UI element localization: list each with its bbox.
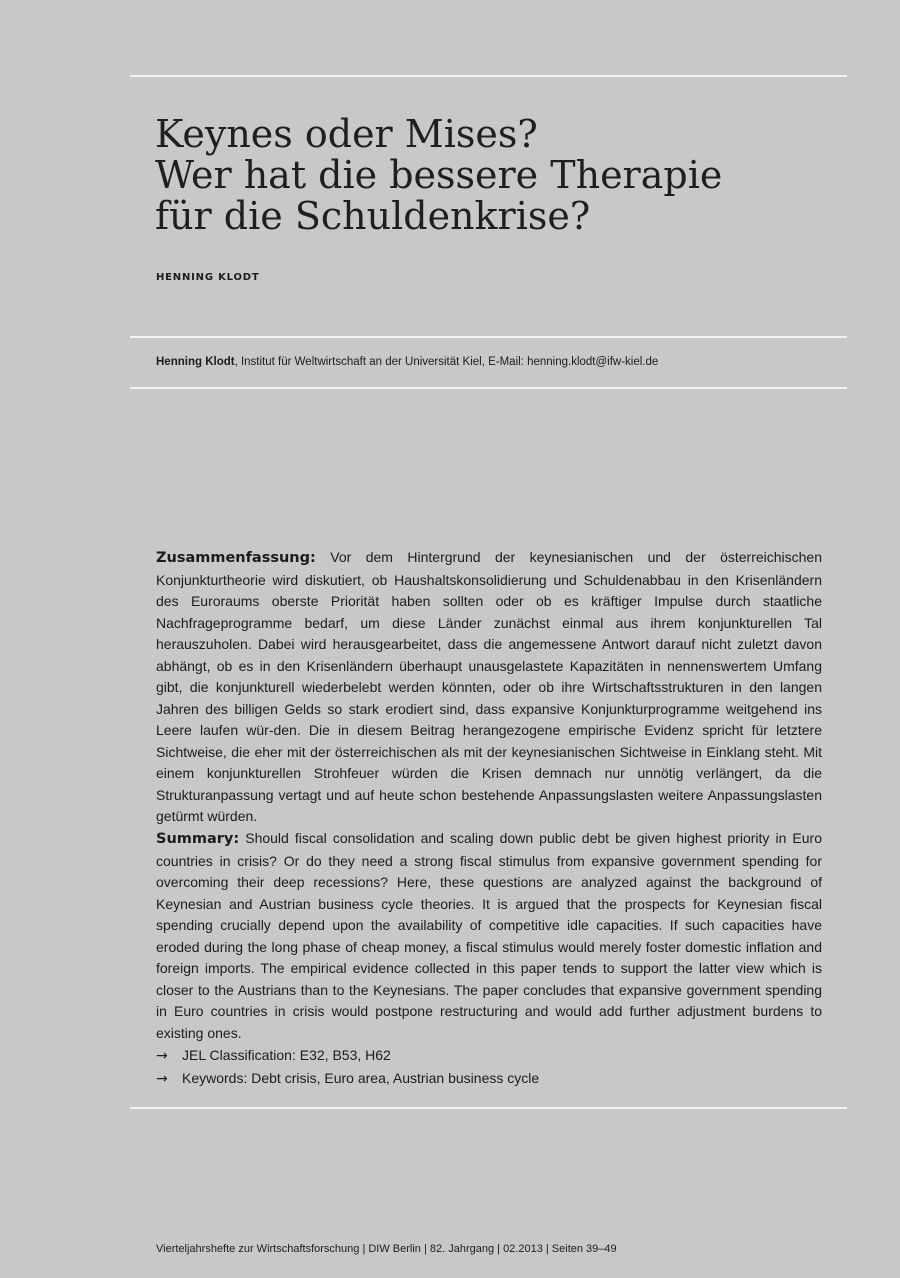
abstract-german — [156, 547, 822, 828]
title-line-2: Wer hat die bessere Therapie — [155, 153, 723, 197]
abstract-german-label: Zusammenfassung: — [156, 550, 316, 566]
jel-classification: JEL Classification: E32, B53, H62 — [182, 1047, 391, 1063]
article-title — [155, 114, 835, 237]
affiliation-details: , Institut für Weltwirtschaft an der Universität Kiel, E-Mail: henning.klodt@ifw-kiel.de — [234, 356, 659, 368]
author-affiliation — [156, 356, 658, 368]
author-name: HENNING KLODT — [156, 272, 260, 283]
title-line-1: Keynes oder Mises? — [155, 112, 538, 156]
title-line-3: für die Schuldenkrise? — [155, 194, 591, 238]
list-item — [156, 1044, 539, 1067]
abstract-english — [156, 828, 822, 1044]
affiliation-author-name: Henning Klodt — [156, 356, 235, 368]
top-rule — [130, 75, 847, 77]
journal-footer: Vierteljahrshefte zur Wirtschaftsforschung | DIW Berlin | 82. Jahrgang | 02.2013 | Seiten 39–49 — [156, 1243, 617, 1255]
keywords: Keywords: Debt crisis, Euro area, Austrian business cycle — [182, 1070, 540, 1086]
affiliation-top-rule — [130, 336, 847, 338]
affiliation-bottom-rule — [130, 387, 847, 389]
classification-list — [156, 1044, 539, 1090]
arrow-right-icon: → — [156, 1048, 168, 1064]
bottom-rule — [130, 1107, 847, 1109]
list-item — [156, 1067, 539, 1090]
abstract-german-text: Vor dem Hintergrund der keynesianischen und der österreichischen Konjunkturtheorie wird diskutiert, ob Haushaltskonsolidierung und Schuldenabbau in den Krisenländern des Euroraums oberste Priorität haben sollten oder ob es kräftiger Impulse durch staatliche Nachfrageprogramme bedarf, um diese Länder zunächst einmal aus ihrem konjunkturellen Tal herauszuholen. Dabei wird herausgearbeitet, dass die angemessene Antwort darauf nicht zuletzt davon abhängt, ob es in den Krisenländern überhaupt unausgelastete Kapazitäten in nennenswertem Umfang gibt, die konjunkturell wiederbelebt werden könnten, oder ob ihre Wirtschaftsstrukturen in den langen Jahren des billigen Gelds so stark erodiert sind, dass expansive Konjunkturprogramme weitgehend ins Leere laufen wür-den. Die in diesem Beitrag herangezogene empirische Evidenz spricht für letztere Sichtweise, die eher mit der österreichischen als mit der keynesianischen Sichtweise in Einklang steht. Mit einem konjunkturellen Strohfeuer würden die Krisen demnach nur unnötig verlängert, da die Strukturanpassung vertagt und auf heute schon bestehende Anpassungslasten weitere Anpassungslasten getürmt würden. — [156, 549, 823, 824]
arrow-right-icon: → — [156, 1071, 168, 1087]
abstract-english-label: Summary: — [156, 831, 240, 847]
abstract-english-text: Should fiscal consolidation and scaling down public debt be given highest priority in Euro countries in crisis? Or do they need a strong fiscal stimulus from expansive government spending for overcoming their deep recessions? Here, these questions are analyzed against the background of Keynesian and Austrian business cycle theories. It is argued that the prospects for Keynesian fiscal spending crucially depend upon the availability of competitive idle capacities. If such capacities have eroded during the long phase of cheap money, a fiscal stimulus would merely foster domestic inflation and foreign imports. The empirical evidence collected in this paper tends to support the latter view which is closer to the Austrians than to the Keynesians. The paper concludes that expansive government spending in Euro countries in crisis would postpone restructuring and would add further adjustment burdens to existing ones. — [156, 830, 822, 1041]
